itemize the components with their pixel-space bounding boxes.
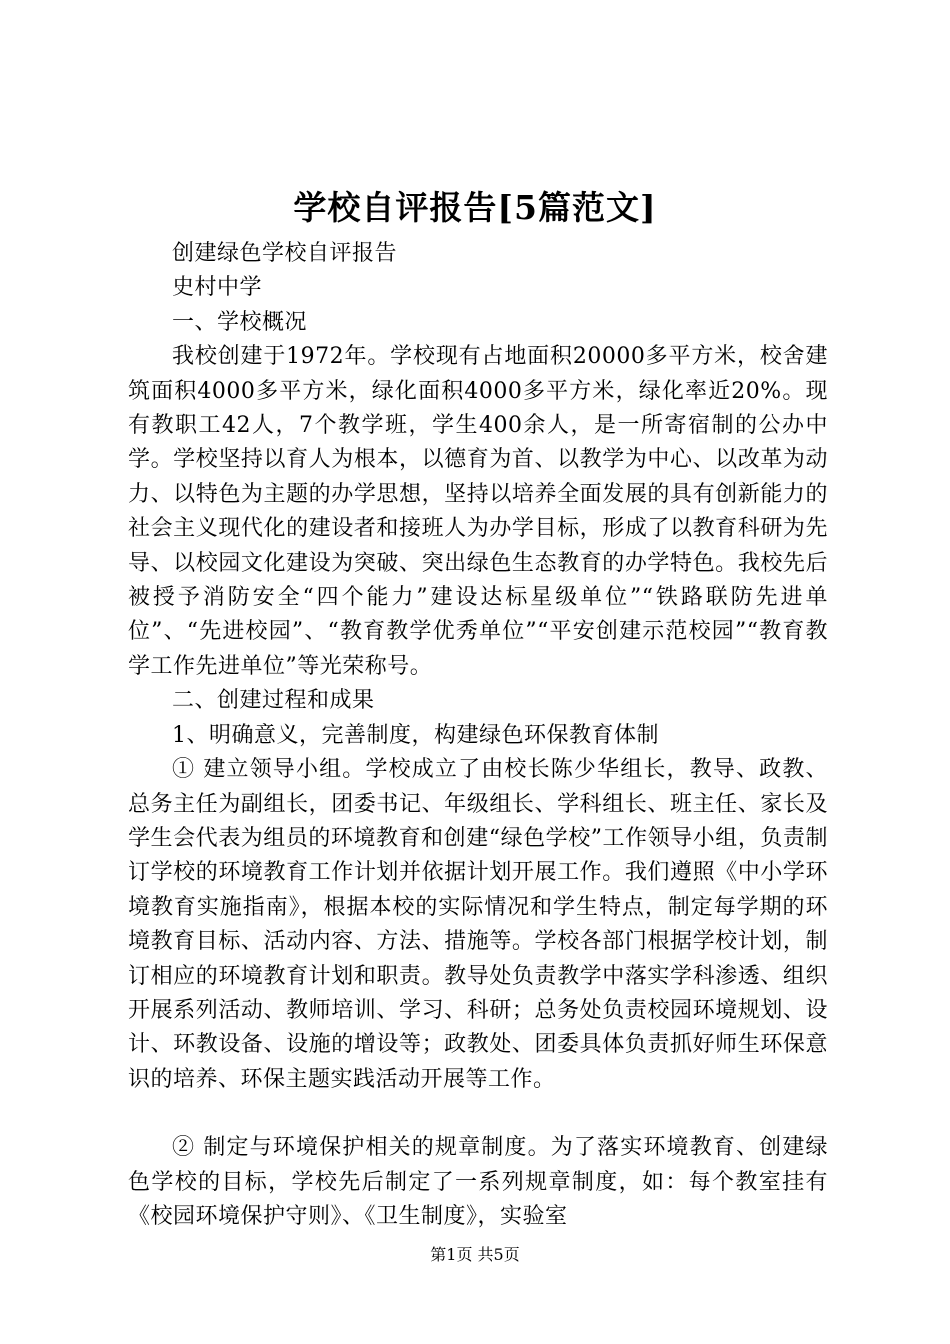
document-title: 学校自评报告[5篇范文] [293, 188, 657, 227]
school-name-paragraph: 史村中学 [172, 275, 263, 301]
regulations-paragraph: ② 制定与环境保护相关的规章制度。为了落实环境教育、创建绿色学校的目标，学校先后制定了一系列规章制度，如：每个教室挂有《校园环境保护守则》、《卫生制度》，实验室 [128, 1135, 828, 1229]
leadership-paragraph: ① 建立领导小组。学校成立了由校长陈少华组长，教导、政教、总务主任为副组长，团委书记、年级组长、学科组长、班主任、家长及学生会代表为组员的环境教育和创建“绿色学校”工作领导小组，负责制订学校的环境教育工作计划并依据计划开展工作。我们遵照《中小学环境教育实施指南》，根据本校的实际情况和学生特点，制定每学期的环境教育目标、活动内容、方法、措施等。学校各部门根据学校计划，制订相应的环境教育计划和职责。教导处负责教学中落实学科渗透、组织开展系列活动、教师培训、学习、科研；总务处负责校园环境规划、设计、环教设备、设施的增设等；政教处、团委具体负责抓好师生环保意识的培养、环保主题实践活动开展等工作。 [128, 757, 828, 1092]
subsection-heading: 1、明确意义，完善制度，构建绿色环保教育体制 [172, 722, 659, 748]
overview-paragraph: 我校创建于1972年。学校现有占地面积20000多平方米，校舍建筑面积4000多平方米，绿化面积4000多平方米，绿化率近20%。现有教职工42人，7个教学班，学生400余人，是一所寄宿制的公办中学。学校坚持以育人为根本，以德育为首、以教学为中心、以改革为动力、以特色为主题的办学思想，坚持以培养全面发展的具有创新能力的社会主义现代化的建设者和接班人为办学目标，形成了以教育科研为先导、以校园文化建设为突破、突出绿色生态教育的办学特色。我校先后被授予消防安全“四个能力”建设达标星级单位”“铁路联防先进单位”、“先进校园”、“教育教学优秀单位”“平安创建示范校园”“教育教学工作先进单位”等光荣称号。 [128, 344, 828, 679]
paragraph-gap [128, 1097, 828, 1131]
section-heading-overview: 一、学校概况 [172, 309, 308, 335]
subtitle-paragraph: 创建绿色学校自评报告 [172, 241, 398, 266]
document-body [128, 237, 828, 1234]
section-heading-process: 二、创建过程和成果 [172, 688, 375, 714]
page-footer: 第1页 共5页 [430, 1245, 520, 1264]
